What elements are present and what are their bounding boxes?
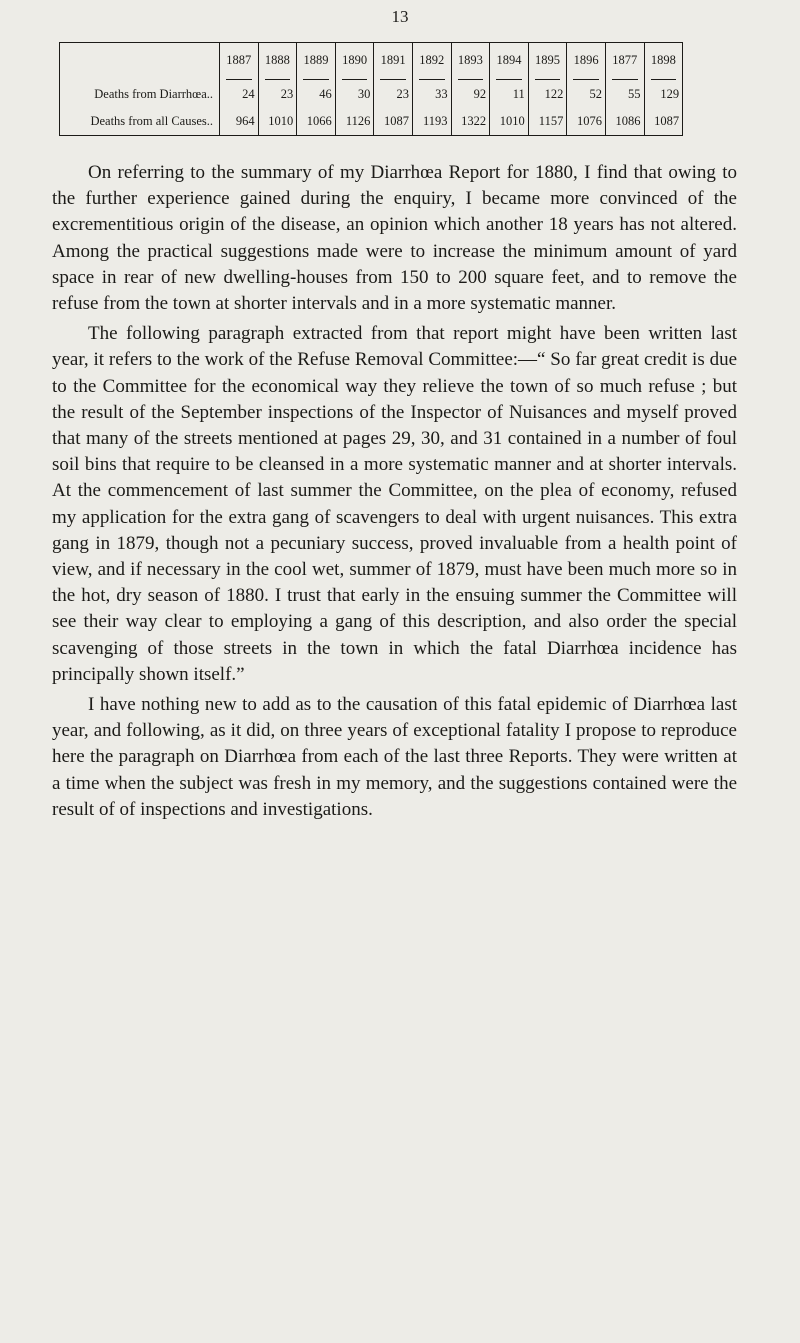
year-header: 1889 bbox=[297, 43, 336, 78]
table-row-diarrhoea-deaths bbox=[60, 81, 683, 107]
table-row-all-causes-deaths bbox=[60, 107, 683, 136]
table-cell: 11 bbox=[490, 81, 529, 107]
table-cell: 23 bbox=[258, 81, 297, 107]
table-cell: 1086 bbox=[605, 107, 644, 136]
table-cell: 964 bbox=[220, 107, 259, 136]
table-cell: 1322 bbox=[451, 107, 490, 136]
year-header: 1891 bbox=[374, 43, 413, 78]
table-cell: 30 bbox=[335, 81, 374, 107]
table-cell: 1157 bbox=[528, 107, 567, 136]
table-cell: 24 bbox=[220, 81, 259, 107]
deaths-table bbox=[59, 42, 683, 136]
table-cell: 1010 bbox=[258, 107, 297, 136]
year-header: 1895 bbox=[528, 43, 567, 78]
year-header: 1892 bbox=[412, 43, 451, 78]
table-cell: 1076 bbox=[567, 107, 606, 136]
row-label: Deaths from all Causes.. bbox=[90, 113, 213, 128]
table-cell: 1126 bbox=[335, 107, 374, 136]
table-cell: 55 bbox=[605, 81, 644, 107]
year-header: 1887 bbox=[220, 43, 259, 78]
row-label: Deaths from Diarrhœa.. bbox=[94, 86, 213, 101]
mortality-table bbox=[59, 42, 682, 136]
table-cell: 52 bbox=[567, 81, 606, 107]
page-number: 13 bbox=[391, 7, 409, 26]
table-header-row bbox=[60, 43, 683, 78]
table-cell: 1066 bbox=[297, 107, 336, 136]
year-header: 1898 bbox=[644, 43, 683, 78]
table-cell: 33 bbox=[412, 81, 451, 107]
paragraph-causation: I have nothing new to add as to the causation of this fatal epidemic of Diarrhœa last year, and following, as it did, on three years of exceptional fatality I propose to reproduce here the paragraph on Diarrhœa from each of the last three Reports. They were written at a time when the subject was fresh in my memory, and the suggestions contained were the result of of inspections and investigations. bbox=[52, 694, 737, 820]
year-header: 1877 bbox=[605, 43, 644, 78]
paragraph-report-summary: On referring to the summary of my Diarrhœa Report for 1880, I find that owing to the further experience gained during the enquiry, I became more convinced of the excrementitious origin of the disease, an opinion which another 18 years has not altered. Among the practical suggestions made were to increase the minimum amount of yard space in rear of new dwelling-houses from 150 to 200 square feet, and to remove the refuse from the town at shorter intervals and in a more systematic manner. bbox=[52, 162, 737, 315]
table-cell: 129 bbox=[644, 81, 683, 107]
table-cell: 46 bbox=[297, 81, 336, 107]
table-cell: 92 bbox=[451, 81, 490, 107]
paragraph-refuse-committee: The following paragraph extracted from that report might have been written last year, it refers to the work of the Refuse Removal Committee:—“ So far great credit is due to the Committee for the economical way they relieve the town of so much refuse ; but the result of the September inspections of the Inspector of Nuisances and myself proved that many of the streets mentioned at pages 29, 30, and 31 contained in a number of foul soil bins that require to be cleansed in a more systematic manner and at shorter intervals. At the commencement of last summer the Committee, on the plea of economy, refused my application for the extra gang of scavengers to deal with urgent nuisances. This extra gang in 1879, though not a pecuniary success, proved invaluable from a health point of view, and if necessary in the cool wet, summer of 1879, must have been much more so in the hot, dry season of 1880. I trust that early in the ensuing summer the Committee will see their way clear to employing a gang of this description, and also order the special scavenging of those streets in the town in which the fatal Diarrhœa incidence has principally shown itself.” bbox=[52, 323, 737, 685]
year-header: 1888 bbox=[258, 43, 297, 78]
year-header: 1893 bbox=[451, 43, 490, 78]
table-cell: 1010 bbox=[490, 107, 529, 136]
table-cell: 122 bbox=[528, 81, 567, 107]
table-corner-cell bbox=[60, 43, 220, 78]
table-cell: 23 bbox=[374, 81, 413, 107]
table-cell: 1193 bbox=[412, 107, 451, 136]
body-text bbox=[52, 160, 737, 827]
table-cell: 1087 bbox=[374, 107, 413, 136]
year-header: 1890 bbox=[335, 43, 374, 78]
table-cell: 1087 bbox=[644, 107, 683, 136]
year-header: 1896 bbox=[567, 43, 606, 78]
year-header: 1894 bbox=[490, 43, 529, 78]
